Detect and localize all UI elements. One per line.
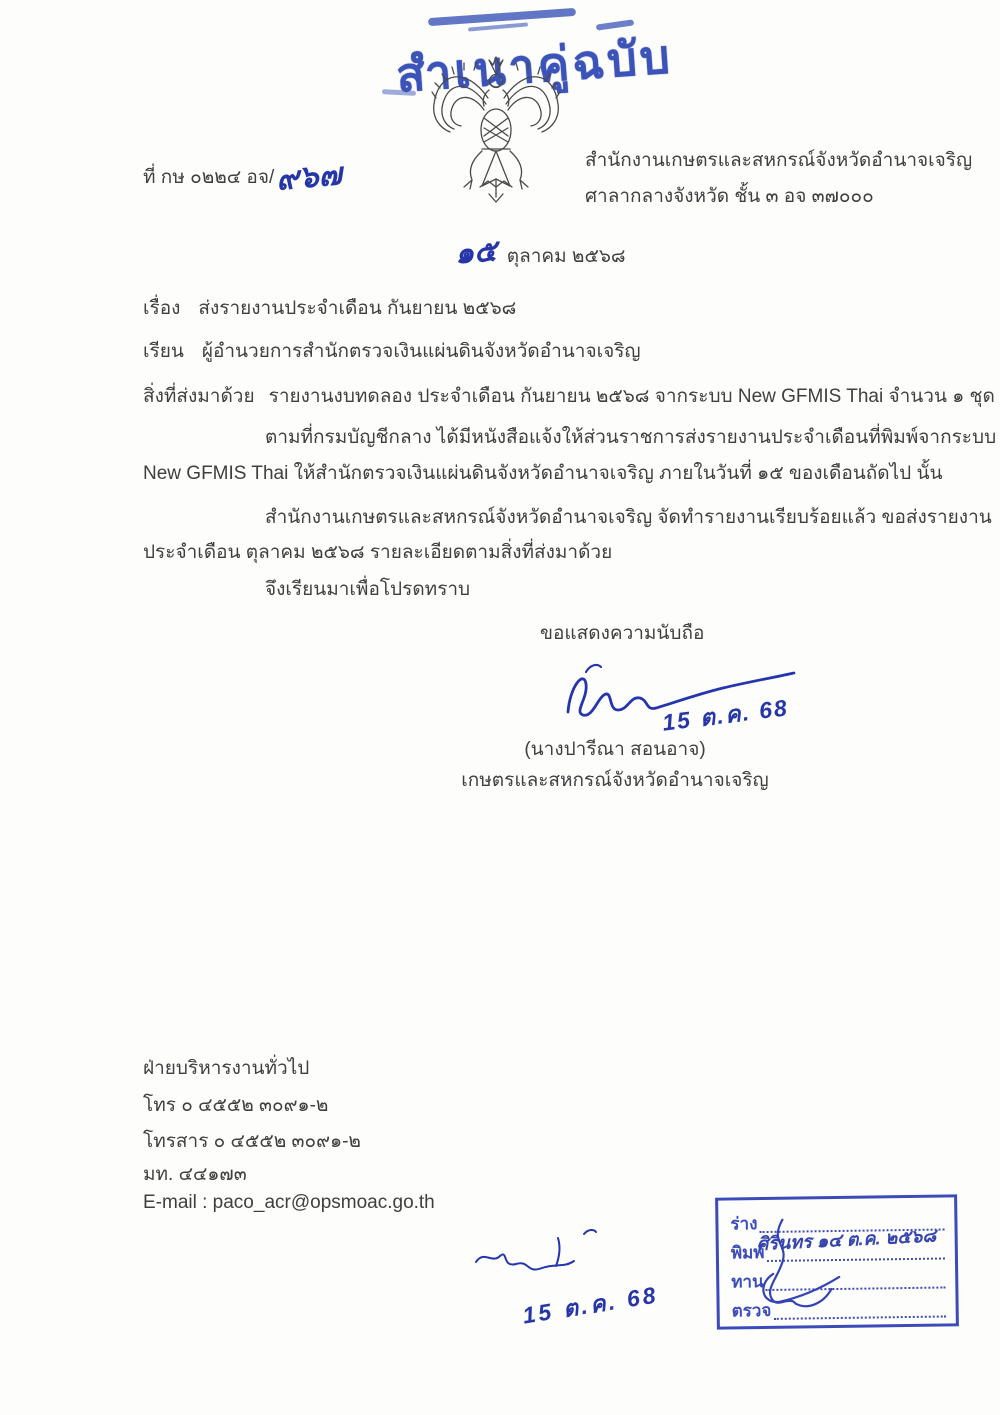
typist-name-date-handwritten: ศิรินทร ๑๔ ต.ค. ๒๕๖๘ <box>756 1225 937 1255</box>
closing-line: จึงเรียนมาเพื่อโปรดทราบ <box>265 579 471 600</box>
recipient-text: ผู้อำนวยการสำนักตรวจเงินแผ่นดินจังหวัดอำนาจเจริญ <box>201 341 641 362</box>
reference-number-handwritten: ๙๖๗ <box>274 156 344 197</box>
review-label: ทาน <box>731 1272 764 1292</box>
attachment-line <box>143 384 995 410</box>
attachment-text: รายงานงบทดลอง ประจำเดือน กันยายน ๒๕๖๘ จากระบบ New GFMIS Thai จำนวน ๑ ชุด <box>268 386 995 407</box>
recipient-line <box>143 339 641 365</box>
subject-text: ส่งรายงานประจำเดือน กันยายน ๒๕๖๘ <box>198 298 517 319</box>
paragraph2-line2: ประจำเดือน ตุลาคม ๒๕๖๘ รายละเอียดตามสิ่งที่ส่งมาด้วย <box>143 542 613 563</box>
subject-line <box>143 296 516 322</box>
footer-internal-line: มท. ๔๔๑๗๓ <box>143 1164 247 1185</box>
recipient-label: เรียน <box>143 341 184 362</box>
copy-certification-stamp: สำเนาคู่ฉบับ <box>394 29 675 102</box>
office-name: สำนักงานเกษตรและสหกรณ์จังหวัดอำนาจเจริญ <box>585 150 973 171</box>
date-month-year: ตุลาคม ๒๕๖๘ <box>506 246 626 267</box>
subject-label: เรื่อง <box>143 298 181 319</box>
paragraph2-line1: สำนักงานเกษตรและสหกรณ์จังหวัดอำนาจเจริญ จัดทำรายงานเรียบร้อยแล้ว ขอส่งรายงาน <box>265 507 992 528</box>
signer-name: (นางปารีณา สอนอาจ) <box>524 739 706 760</box>
check-label: ตรวจ <box>731 1300 772 1321</box>
type-label: พิมพ์ <box>730 1243 765 1263</box>
draft-label: ร่าง <box>730 1214 758 1234</box>
initials-signature <box>468 1222 643 1292</box>
reviewer-signature <box>736 1213 858 1327</box>
footer-telephone: โทร ๐ ๔๕๕๒ ๓๐๙๑-๒ <box>143 1095 329 1116</box>
office-location: ศาลากลางจังหวัด ชั้น ๓ อจ ๓๗๐๐๐ <box>585 185 874 207</box>
garuda-emblem-icon <box>426 54 566 206</box>
approval-stamp-box <box>715 1194 959 1329</box>
paragraph1-line1: ตามที่กรมบัญชีกลาง ได้มีหนังสือแจ้งให้ส่วนราชการส่งรายงานประจำเดือนที่พิมพ์จากระบบ <box>265 427 997 448</box>
office-address <box>585 148 972 219</box>
initials-date-handwritten: 15 ต.ค. 68 <box>520 1281 661 1329</box>
reference-number <box>143 152 344 197</box>
footer-email: E-mail : paco_acr@opsmoac.go.th <box>143 1192 435 1213</box>
footer-department: ฝ่ายบริหารงานทั่วไป <box>143 1058 310 1079</box>
date-day-handwritten: ๑๕ <box>453 234 498 271</box>
signature-date-handwritten: 15 ต.ค. 68 <box>660 694 791 736</box>
signer-title: เกษตรและสหกรณ์จังหวัดอำนาจเจริญ <box>461 770 769 791</box>
footer-fax: โทรสาร ๐ ๔๕๕๒ ๓๐๙๑-๒ <box>143 1131 361 1152</box>
letter-date <box>455 233 626 274</box>
attachment-label: สิ่งที่ส่งมาด้วย <box>143 386 255 407</box>
ink-smear <box>428 8 576 26</box>
signoff-line: ขอแสดงความนับถือ <box>540 623 705 644</box>
paragraph1-line2: New GFMIS Thai ให้สำนักตรวจเงินแผ่นดินจังหวัดอำนาจเจริญ ภายในวันที่ ๑๕ ของเดือนถัดไป นั้น <box>143 463 943 484</box>
reference-number-label: ที่ กษ ๐๒๒๔ อจ/ <box>143 167 275 188</box>
